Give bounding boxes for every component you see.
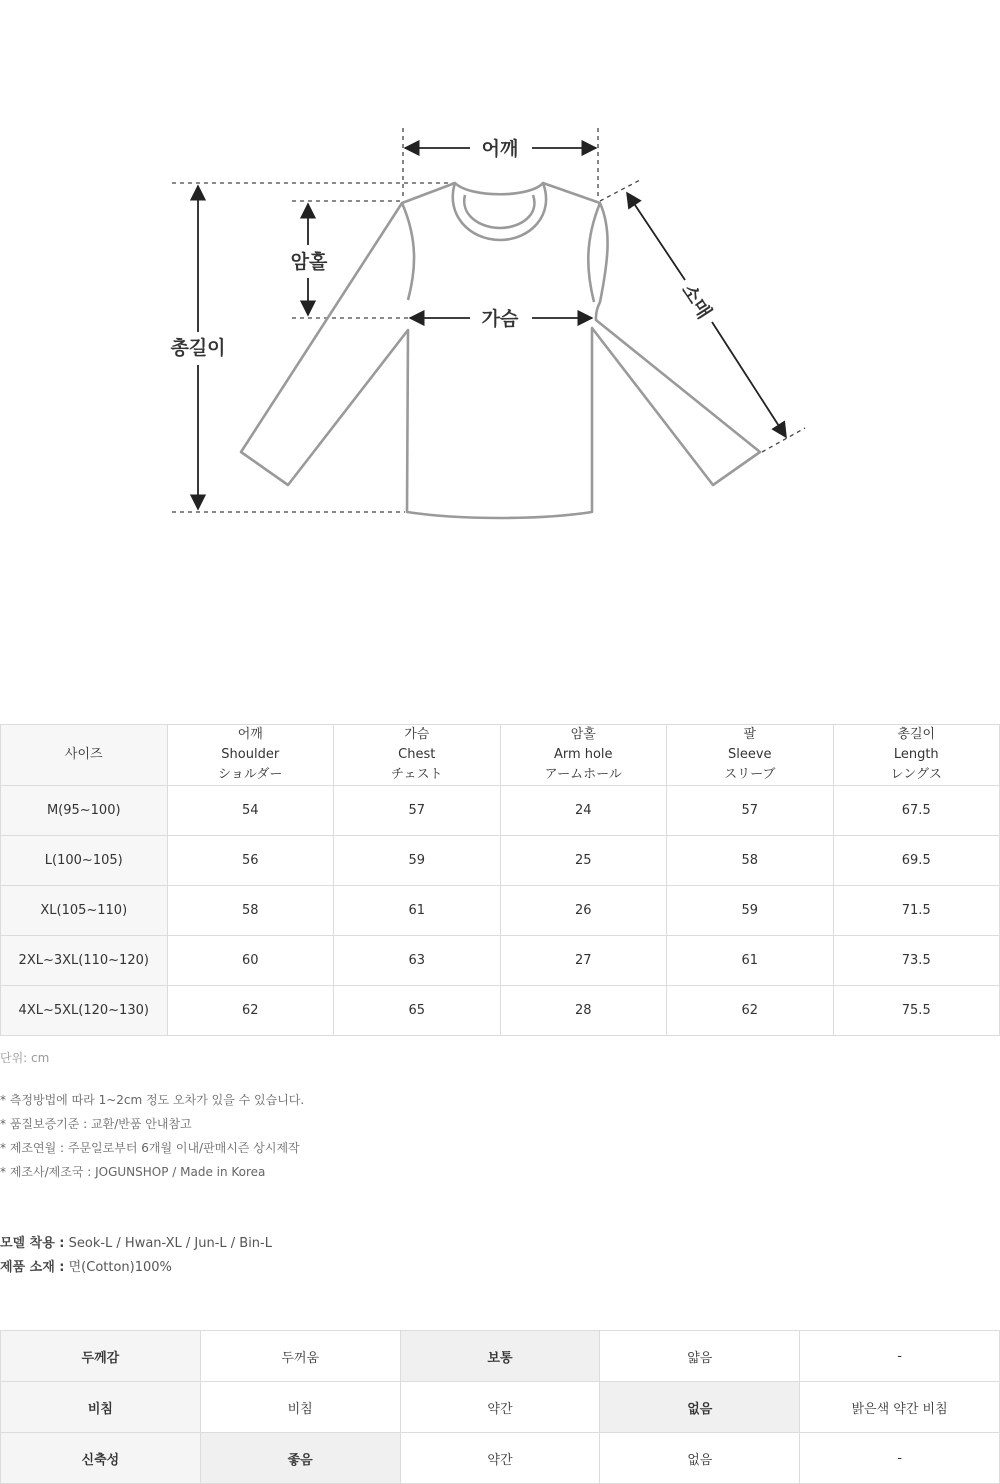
product-material: 제품 소재 : 면(Cotton)100%	[0, 1260, 172, 1275]
attr-option: 약간	[400, 1433, 600, 1484]
attr-option: 밝은색 약간 비침	[800, 1382, 1000, 1433]
note-item: * 제조사/제조국 : JOGUNSHOP / Made in Korea	[0, 1165, 266, 1179]
table-row	[1, 986, 1000, 1036]
size-cell: M(95~100)	[1, 786, 168, 836]
table-cell: 25	[500, 836, 667, 886]
attr-label: 신축성	[1, 1433, 201, 1484]
size-table	[0, 724, 1000, 1036]
sleeve-label: 소매	[676, 280, 716, 323]
attr-option-selected: 보통	[400, 1331, 600, 1382]
shirt-outline	[241, 183, 760, 518]
table-cell: 62	[667, 986, 834, 1036]
table-cell: 58	[667, 836, 834, 886]
attr-row-sheerness	[1, 1382, 1000, 1433]
table-row	[1, 886, 1000, 936]
size-cell: 2XL~3XL(110~120)	[1, 936, 168, 986]
table-cell: 73.5	[833, 936, 1000, 986]
table-cell: 57	[334, 786, 501, 836]
attr-row-stretch	[1, 1433, 1000, 1484]
attr-label: 비침	[1, 1382, 201, 1433]
size-cell: XL(105~110)	[1, 886, 168, 936]
header-size: 사이즈	[1, 725, 168, 786]
header-shoulder: 어깨 Shoulder ショルダー	[167, 725, 334, 786]
table-cell: 54	[167, 786, 334, 836]
attr-option-selected: 없음	[600, 1382, 800, 1433]
note-item: * 품질보증기준 : 교환/반품 안내참고	[0, 1117, 192, 1131]
header-armhole: 암홀 Arm hole アームホール	[500, 725, 667, 786]
table-cell: 58	[167, 886, 334, 936]
table-cell: 71.5	[833, 886, 1000, 936]
size-cell: 4XL~5XL(120~130)	[1, 986, 168, 1036]
fabric-attributes-table	[0, 1330, 1000, 1484]
model-fit: 모델 착용 : Seok-L / Hwan-XL / Jun-L / Bin-L	[0, 1236, 272, 1251]
table-row	[1, 936, 1000, 986]
note-item: * 제조연월 : 주문일로부터 6개월 이내/판매시즌 상시제작	[0, 1141, 300, 1155]
table-cell: 28	[500, 986, 667, 1036]
table-row	[1, 786, 1000, 836]
header-chest: 가슴 Chest チェスト	[334, 725, 501, 786]
attr-option: -	[800, 1433, 1000, 1484]
attr-option: 두꺼움	[200, 1331, 400, 1382]
table-row	[1, 836, 1000, 886]
table-cell: 60	[167, 936, 334, 986]
table-cell: 56	[167, 836, 334, 886]
notes	[0, 1088, 304, 1184]
table-cell: 61	[334, 886, 501, 936]
shoulder-label: 어깨	[481, 138, 519, 160]
model-info	[0, 1232, 272, 1280]
table-cell: 24	[500, 786, 667, 836]
attr-option: 없음	[600, 1433, 800, 1484]
header-sleeve: 팔 Sleeve スリーブ	[667, 725, 834, 786]
attr-option: 약간	[400, 1382, 600, 1433]
table-cell: 67.5	[833, 786, 1000, 836]
size-cell: L(100~105)	[1, 836, 168, 886]
attr-row-thickness	[1, 1331, 1000, 1382]
table-cell: 26	[500, 886, 667, 936]
length-label: 총길이	[170, 337, 226, 359]
table-cell: 59	[667, 886, 834, 936]
armhole-label: 암홀	[290, 251, 328, 273]
table-cell: 59	[334, 836, 501, 886]
table-cell: 27	[500, 936, 667, 986]
attr-option-selected: 좋음	[200, 1433, 400, 1484]
table-cell: 69.5	[833, 836, 1000, 886]
attr-label: 두께감	[1, 1331, 201, 1382]
table-cell: 63	[334, 936, 501, 986]
attr-option: -	[800, 1331, 1000, 1382]
header-length: 총길이 Length レングス	[833, 725, 1000, 786]
chest-label: 가슴	[481, 308, 519, 330]
unit-note: 단위: cm	[0, 1051, 50, 1065]
table-cell: 75.5	[833, 986, 1000, 1036]
attr-option: 얇음	[600, 1331, 800, 1382]
size-diagram	[0, 0, 1000, 620]
size-table-header	[1, 725, 1000, 786]
attr-option: 비침	[200, 1382, 400, 1433]
note-item: * 측정방법에 따라 1~2cm 정도 오차가 있을 수 있습니다.	[0, 1093, 305, 1107]
table-cell: 62	[167, 986, 334, 1036]
table-cell: 57	[667, 786, 834, 836]
table-cell: 65	[334, 986, 501, 1036]
table-cell: 61	[667, 936, 834, 986]
